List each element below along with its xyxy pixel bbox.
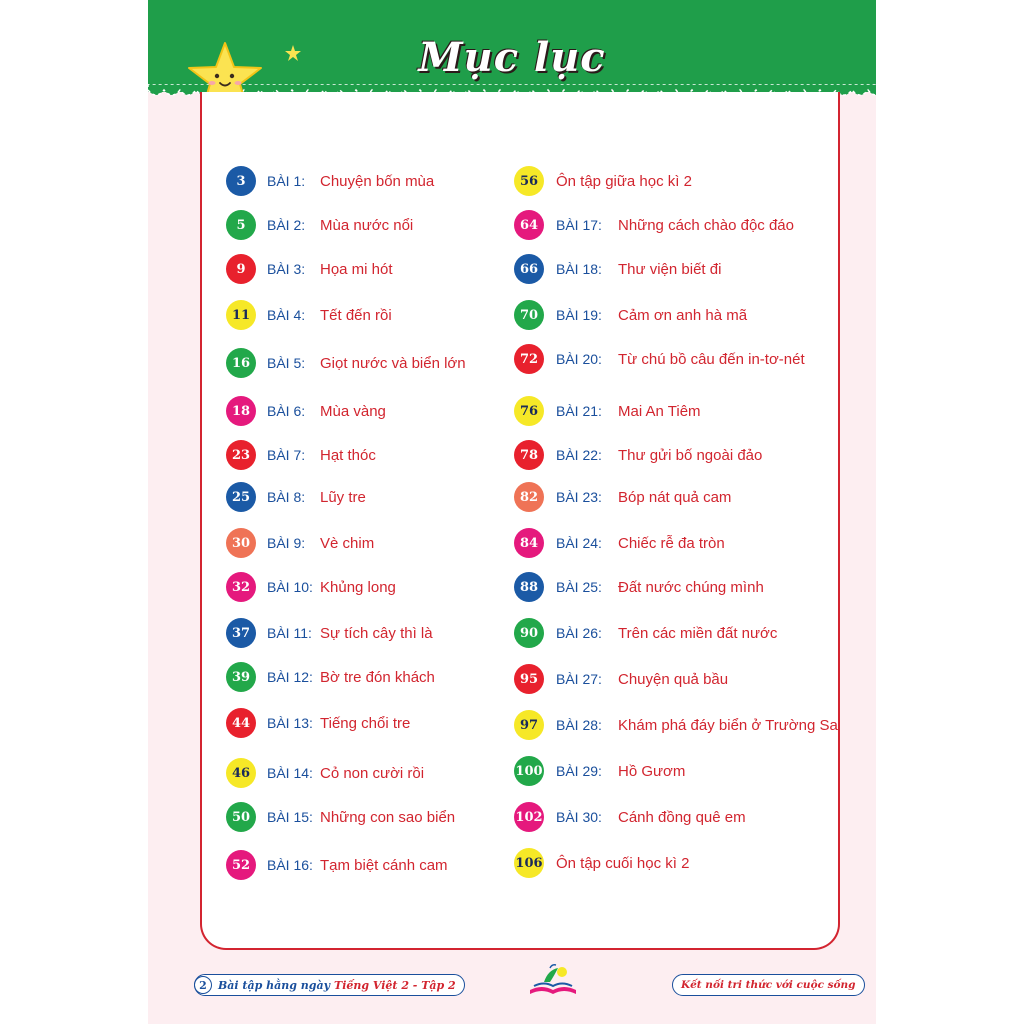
lesson-title: Hạt thóc bbox=[320, 446, 376, 464]
lesson-title: Trên các miền đất nước bbox=[618, 624, 778, 642]
toc-entry bbox=[226, 482, 546, 512]
lesson-title: Bóp nát quả cam bbox=[618, 488, 732, 506]
lesson-title: Mùa vàng bbox=[320, 402, 386, 420]
page-number-badge: 76 bbox=[514, 396, 544, 426]
page-number-badge: 50 bbox=[226, 802, 256, 832]
page-number-badge: 23 bbox=[226, 440, 256, 470]
page-number-badge: 11 bbox=[226, 300, 256, 330]
page-number-badge: 88 bbox=[514, 572, 544, 602]
toc-entry bbox=[514, 710, 838, 740]
lesson-title: Hồ Gươm bbox=[618, 762, 686, 780]
toc-entry bbox=[226, 572, 546, 602]
lesson-number: BÀI 7: bbox=[267, 447, 306, 463]
book-subtitle: Tiếng Việt 2 - Tập 2 bbox=[334, 978, 456, 992]
lesson-title: Ôn tập giữa học kì 2 bbox=[556, 172, 692, 190]
lesson-title: Chuyện quả bầu bbox=[618, 670, 729, 688]
lesson-title: Lũy tre bbox=[320, 488, 366, 506]
lesson-number: BÀI 18: bbox=[556, 261, 602, 277]
lesson-title: Khủng long bbox=[320, 578, 396, 596]
page-number-badge: 82 bbox=[514, 482, 544, 512]
lesson-number: BÀI 10: bbox=[267, 579, 313, 595]
toc-entry bbox=[514, 254, 834, 284]
lesson-number: BÀI 17: bbox=[556, 217, 602, 233]
lesson-title: Chuyện bốn mùa bbox=[320, 172, 435, 190]
toc-entry bbox=[514, 756, 834, 786]
lesson-title: Cảm ơn anh hà mã bbox=[618, 306, 748, 324]
lesson-title: Họa mi hót bbox=[320, 260, 393, 278]
toc-entry bbox=[226, 850, 546, 880]
toc-entry bbox=[226, 662, 546, 692]
page-number-badge: 30 bbox=[226, 528, 256, 558]
page-number-badge: 44 bbox=[226, 708, 256, 738]
page-number-badge: 39 bbox=[226, 662, 256, 692]
lesson-number: BÀI 24: bbox=[556, 535, 602, 551]
lesson-title: Bờ tre đón khách bbox=[320, 668, 435, 686]
page-number-badge: 32 bbox=[226, 572, 256, 602]
page-number-badge: 66 bbox=[514, 254, 544, 284]
lesson-title: Đất nước chúng mình bbox=[618, 578, 764, 596]
page-number-badge: 106 bbox=[514, 848, 544, 878]
toc-entry bbox=[226, 440, 546, 470]
page-number: 2 bbox=[194, 976, 212, 994]
toc-entry bbox=[514, 618, 834, 648]
lesson-title: Từ chú bồ câu đến in-tơ-nét bbox=[618, 350, 805, 368]
page-number-badge: 18 bbox=[226, 396, 256, 426]
toc-entry bbox=[514, 210, 834, 240]
page-number-badge: 25 bbox=[226, 482, 256, 512]
toc-entry bbox=[514, 848, 834, 878]
lesson-title: Khám phá đáy biển ở Trường Sa bbox=[618, 716, 838, 734]
lesson-title: Tết đến rồi bbox=[320, 306, 392, 324]
lesson-number: BÀI 9: bbox=[267, 535, 306, 551]
toc-page bbox=[148, 0, 876, 1024]
page-number-badge: 78 bbox=[514, 440, 544, 470]
lesson-number: BÀI 29: bbox=[556, 763, 602, 779]
lesson-number: BÀI 8: bbox=[267, 489, 306, 505]
page-number-badge: 3 bbox=[226, 166, 256, 196]
toc-entry bbox=[514, 482, 834, 512]
page-number-badge: 16 bbox=[226, 348, 256, 378]
page-number-badge: 72 bbox=[514, 344, 544, 374]
lesson-title: Tạm biệt cánh cam bbox=[320, 856, 448, 874]
lesson-title: Thư viện biết đi bbox=[618, 260, 722, 278]
page-number-badge: 100 bbox=[514, 756, 544, 786]
page-number-badge: 52 bbox=[226, 850, 256, 880]
toc-entry bbox=[226, 708, 546, 738]
lesson-number: BÀI 2: bbox=[267, 217, 306, 233]
page-number-badge: 84 bbox=[514, 528, 544, 558]
lesson-number: BÀI 13: bbox=[267, 715, 313, 731]
lesson-title: Mai An Tiêm bbox=[618, 402, 701, 420]
page-number-badge: 37 bbox=[226, 618, 256, 648]
book-logo-icon bbox=[524, 962, 582, 998]
lesson-title: Tiếng chổi tre bbox=[320, 714, 411, 732]
lesson-number: BÀI 19: bbox=[556, 307, 602, 323]
lesson-number: BÀI 28: bbox=[556, 717, 602, 733]
lesson-number: BÀI 11: bbox=[267, 625, 312, 641]
lesson-title: Cỏ non cười rồi bbox=[320, 764, 425, 782]
lesson-title: Vè chim bbox=[320, 534, 375, 552]
toc-entry bbox=[514, 396, 834, 426]
footer-book-label bbox=[194, 974, 465, 996]
book-title: Bài tập hằng ngày bbox=[218, 978, 331, 992]
lesson-number: BÀI 23: bbox=[556, 489, 602, 505]
lesson-number: BÀI 20: bbox=[556, 351, 602, 367]
toc-entry bbox=[514, 300, 834, 330]
lesson-number: BÀI 26: bbox=[556, 625, 602, 641]
lesson-number: BÀI 15: bbox=[267, 809, 313, 825]
lesson-title: Mùa nước nổi bbox=[320, 216, 414, 234]
lesson-number: BÀI 3: bbox=[267, 261, 306, 277]
toc-entry bbox=[514, 166, 834, 196]
toc-entry bbox=[226, 254, 546, 284]
lesson-number: BÀI 27: bbox=[556, 671, 602, 687]
toc-entry bbox=[226, 166, 546, 196]
footer-series-label: Kết nối tri thức với cuộc sống bbox=[672, 974, 865, 996]
toc-entry bbox=[226, 210, 546, 240]
lesson-number: BÀI 6: bbox=[267, 403, 306, 419]
toc-entry bbox=[514, 528, 834, 558]
toc-entry bbox=[226, 758, 546, 788]
lesson-number: BÀI 4: bbox=[267, 307, 306, 323]
page-number-badge: 5 bbox=[226, 210, 256, 240]
page-number-badge: 95 bbox=[514, 664, 544, 694]
lesson-title: Ôn tập cuối học kì 2 bbox=[556, 854, 690, 872]
lesson-number: BÀI 22: bbox=[556, 447, 602, 463]
lesson-title: Chiếc rễ đa tròn bbox=[618, 534, 725, 552]
page-number-badge: 56 bbox=[514, 166, 544, 196]
page-number-badge: 46 bbox=[226, 758, 256, 788]
page-number-badge: 102 bbox=[514, 802, 544, 832]
page-number-badge: 97 bbox=[514, 710, 544, 740]
small-star-icon bbox=[284, 44, 302, 62]
toc-entry bbox=[514, 664, 834, 694]
lesson-title: Giọt nước và biển lớn bbox=[320, 354, 466, 372]
lesson-title: Thư gửi bố ngoài đảo bbox=[618, 446, 763, 464]
toc-entry bbox=[226, 300, 546, 330]
page-title: Mục lục bbox=[418, 34, 606, 81]
lesson-number: BÀI 12: bbox=[267, 669, 313, 685]
page-number-badge: 90 bbox=[514, 618, 544, 648]
lesson-number: BÀI 5: bbox=[267, 355, 306, 371]
toc-entry bbox=[226, 618, 546, 648]
lesson-title: Cánh đồng quê em bbox=[618, 808, 746, 826]
toc-entry bbox=[514, 440, 834, 470]
toc-entry bbox=[514, 802, 834, 832]
lesson-title: Những cách chào độc đáo bbox=[618, 216, 794, 234]
lesson-number: BÀI 30: bbox=[556, 809, 602, 825]
toc-entry bbox=[514, 344, 834, 374]
page-number-badge: 64 bbox=[514, 210, 544, 240]
toc-entry bbox=[226, 528, 546, 558]
toc-entry bbox=[226, 348, 546, 378]
lesson-title: Những con sao biển bbox=[320, 808, 456, 826]
lesson-number: BÀI 14: bbox=[267, 765, 313, 781]
lesson-number: BÀI 21: bbox=[556, 403, 602, 419]
lesson-number: BÀI 25: bbox=[556, 579, 602, 595]
toc-entry bbox=[514, 572, 834, 602]
lesson-title: Sự tích cây thì là bbox=[320, 624, 433, 642]
page-number-badge: 9 bbox=[226, 254, 256, 284]
toc-entry bbox=[226, 396, 546, 426]
lesson-number: BÀI 16: bbox=[267, 857, 313, 873]
lesson-number: BÀI 1: bbox=[267, 173, 306, 189]
toc-entry bbox=[226, 802, 546, 832]
page-number-badge: 70 bbox=[514, 300, 544, 330]
